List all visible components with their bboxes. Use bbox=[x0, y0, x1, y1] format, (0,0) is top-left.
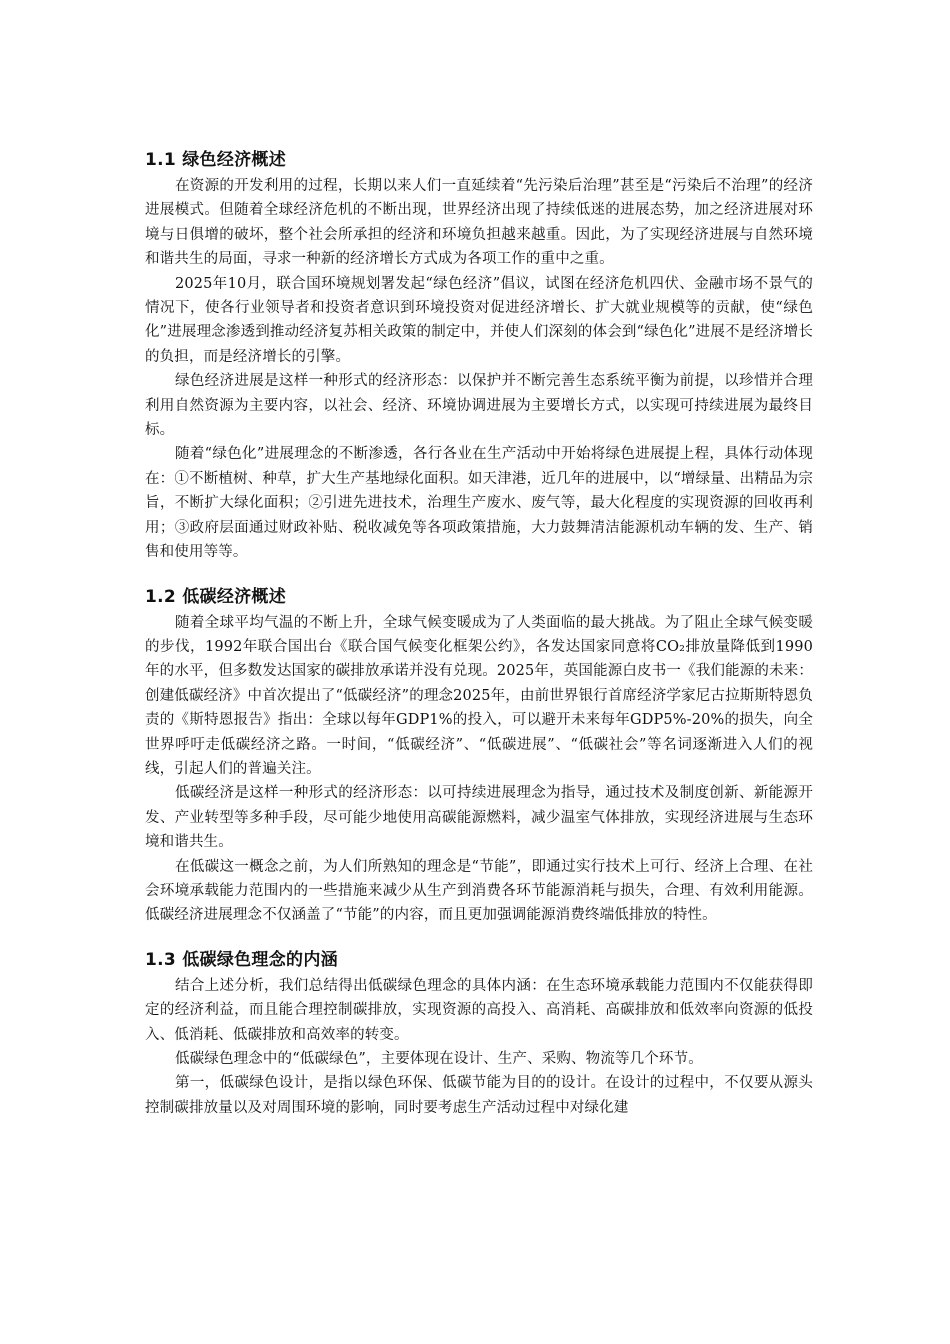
paragraph: 2025年10月，联合国环境规划署发起“绿色经济”倡议，试图在经济危机四伏、金融市场不景气的情况下，使各行业领导者和投资者意识到环境投资对促进经济增长、扩大就业规模等的贡献，使“绿色化”进展理念渗透到推动经济复苏相关政策的制定中，并使人们深刻的体会到“绿色化”进展不是经济增长的负担，而是经济增长的引擎。 bbox=[145, 275, 813, 365]
section-heading: 1.2 低碳经济概述 bbox=[145, 586, 287, 607]
section-low-carbon-green-concept bbox=[145, 948, 813, 1120]
section-heading: 1.1 绿色经济概述 bbox=[145, 150, 287, 170]
paragraph: 结合上述分析，我们总结得出低碳绿色理念的具体内涵：在生态环境承载能力范围内不仅能获得即定的经济利益，而且能合理控制碳排放，实现资源的高投入、高消耗、高碳排放和低效率向资源的低投入、低消耗、低碳排放和高效率的转变。 bbox=[145, 977, 813, 1043]
paragraph: 在低碳这一概念之前，为人们所熟知的理念是“节能”，即通过实行技术上可行、经济上合理、在社会环境承载能力范围内的一些措施来减少从生产到消费各环节能源消耗与损失，合理、有效利用能源。低碳经济进展理念不仅涵盖了“节能”的内容，而且更加强调能源消费终端低排放的特性。 bbox=[145, 858, 813, 924]
paragraph: 在资源的开发利用的过程，长期以来人们一直延续着“先污染后治理”甚至是“污染后不治理”的经济进展模式。但随着全球经济危机的不断出现，世界经济出现了持续低迷的进展态势，加之经济进展对环境与日俱增的破坏，整个社会所承担的经济和环境负担越来越重。因此，为了实现经济进展与自然环境和谐共生的局面，寻求一种新的经济增长方式成为各项工作的重中之重。 bbox=[145, 178, 813, 268]
section-green-economy bbox=[145, 148, 813, 565]
section-heading: 1.3 低碳绿色理念的内涵 bbox=[145, 949, 338, 970]
paragraph: 第一，低碳绿色设计，是指以绿色环保、低碳节能为目的的设计。在设计的过程中，不仅要从源头控制碳排放量以及对周围环境的影响，同时要考虑生产活动过程中对绿化建 bbox=[145, 1075, 813, 1116]
section-low-carbon-economy bbox=[145, 585, 813, 928]
paragraph: 低碳绿色理念中的“低碳绿色”，主要体现在设计、生产、采购、物流等几个环节。 bbox=[175, 1051, 703, 1067]
paragraph: 绿色经济进展是这样一种形式的经济形态：以保护并不断完善生态系统平衡为前提，以珍惜并合理利用自然资源为主要内容，以社会、经济、环境协调进展为主要增长方式，以实现可持续进展为最终目标。 bbox=[145, 373, 813, 439]
paragraph: 随着全球平均气温的不断上升，全球气候变暖成为了人类面临的最大挑战。为了阻止全球气候变暖的步伐，1992年联合国出台《联合国气候变化框架公约》，各发达国家同意将CO₂排放量降低到1990年的水平，但多数发达国家的碳排放承诺并没有兑现。2025年，英国能源白皮书一《我们能源的未来：创建低碳经济》中首次提出了“低碳经济”的理念2025年，由前世界银行首席经济学家尼古拉斯斯特恩负责的《斯特恩报告》指出：全球以每年GDP1%的投入，可以避开未来每年GDP5%-20%的损失，向全世界呼吁走低碳经济之路。一时间，“低碳经济”、“低碳进展”、“低碳社会”等名词逐渐进入人们的视线，引起人们的普遍关注。 bbox=[145, 614, 813, 777]
paragraph: 随着“绿色化”进展理念的不断渗透，各行各业在生产活动中开始将绿色进展提上程，具体行动体现在：①不断植树、种草，扩大生产基地绿化面积。如天津港，近几年的进展中，以“增绿量、出精品为宗旨，不断扩大绿化面积；②引进先进技术，治理生产废水、废气等，最大化程度的实现资源的回收再利用；③政府层面通过财政补贴、税收减免等各项政策措施，大力鼓舞清洁能源机动车辆的发、生产、销售和使用等等。 bbox=[145, 446, 813, 561]
document-body bbox=[145, 148, 813, 1120]
paragraph: 低碳经济是这样一种形式的经济形态：以可持续进展理念为指导，通过技术及制度创新、新能源开发、产业转型等多种手段，尽可能少地使用高碳能源燃料，减少温室气体排放，实现经济进展与生态环境和谐共生。 bbox=[145, 785, 813, 851]
